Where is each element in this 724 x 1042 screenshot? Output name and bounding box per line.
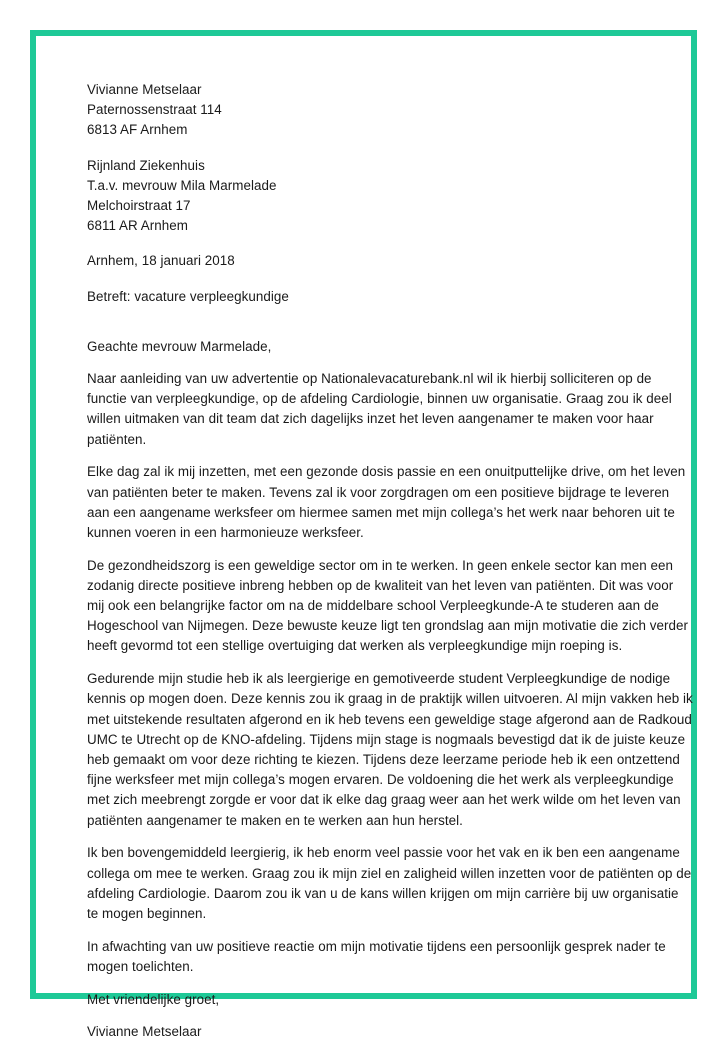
- paragraph-line: mij ook een belangrijke factor om na de middelbare school Verpleegkunde-A te studeren aan de: [87, 598, 659, 614]
- letter-subject: Betreft: vacature verpleegkundige: [87, 288, 289, 304]
- paragraph-line: In afwachting van uw positieve reactie om mijn motivatie tijdens een persoonlijk gesprek nader te: [87, 938, 666, 954]
- paragraph-line: Ik ben bovengemiddeld leergierig, ik heb enorm veel passie voor het vak en ik ben een aangename: [87, 845, 680, 861]
- paragraph-line: met zich meebrengt zorgde er voor dat ik elke dag graag weer aan het werk wilde om het leven van: [87, 792, 681, 808]
- paragraph-line: patiënten aangenamer te maken en te werken aan hun herstel.: [87, 812, 463, 828]
- paragraph-line: willen uitmaken van dit team dat zich dagelijks inzet het leven aangenamer te maken voor haar: [87, 411, 654, 427]
- paragraph-line: Gedurende mijn studie heb ik als leergierige en gemotiveerde student Verpleegkundige de nodige: [87, 671, 671, 687]
- recipient-street: Melchoirstraat 17: [87, 198, 191, 214]
- paragraph-2: [87, 462, 686, 543]
- paragraph-line: Elke dag zal ik mij inzetten, met een gezonde dosis passie en een onuitputtelijke drive, om het leven: [87, 464, 686, 480]
- paragraph-line: patiënten.: [87, 431, 147, 447]
- paragraph-3: [87, 556, 689, 657]
- paragraph-line: aan een aangename werksfeer om hiermee samen met mijn collega’s het werk naar behoren uit te: [87, 504, 675, 520]
- paragraph-line: mogen toelichten.: [87, 958, 194, 974]
- sender-name: Vivianne Metselaar: [87, 82, 202, 97]
- paragraph-line: Hogeschool van Nijmegen. Deze bewuste keuze ligt ten grondslag aan mijn motivatie die zich verder: [87, 618, 689, 634]
- paragraph-line: fijne werksfeer met mijn collega’s mogen ervaren. De voldoening die het werk als verpleegkundige: [87, 772, 674, 788]
- paragraph-line: zodanig directe positieve inbreng hebben op de kwaliteit van het leven van patiënten. Dit was voor: [87, 577, 674, 593]
- recipient-organization: Rijnland Ziekenhuis: [87, 157, 205, 173]
- recipient-address: [87, 156, 652, 237]
- paragraph-line: kennis op mogen doen. Deze kennis zou ik graag in de praktijk willen uitvoeren. Al mijn vakken heb ik: [87, 691, 693, 707]
- paragraph-line: kunnen voeren in een harmonieuze werksfeer.: [87, 524, 364, 540]
- letter-body: [87, 80, 693, 1042]
- paragraph-line: heb gemaakt om voor deze richting te kiezen. Tijdens deze leerzame periode heb ik een ontzettend: [87, 751, 680, 767]
- paragraph-1: [87, 369, 672, 450]
- sender-street: Paternossenstraat 114: [87, 102, 222, 118]
- letter-date: Arnhem, 18 januari 2018: [87, 253, 235, 269]
- paragraph-line: collega om mee te werken. Graag zou ik mijn ziel en zaligheid willen inzetten voor de patiënten op de: [87, 865, 692, 881]
- sender-city: 6813 AF Arnhem: [87, 122, 188, 138]
- paragraph-line: functie van verpleegkundige, op de afdeling Cardiologie, binnen uw organisatie. Graag zou ik deel: [87, 391, 672, 407]
- paragraph-line: afdeling Cardiologie. Daarom zou ik van u de kans willen krijgen om mijn carrière bij uw organisatie: [87, 885, 679, 901]
- paragraph-line: De gezondheidszorg is een geweldige sector om in te werken. In geen enkele sector kan men een: [87, 557, 674, 573]
- recipient-city: 6811 AR Arnhem: [87, 218, 188, 234]
- paragraph-4: [87, 669, 693, 831]
- paragraph-line: te mogen beginnen.: [87, 905, 207, 921]
- signature: Vivianne Metselaar: [87, 1023, 202, 1039]
- paragraph-line: met uitstekende resultaten afgerond en ik heb tevens een geweldige stage afgerond aan de Radkoud: [87, 711, 692, 727]
- paragraph-line: Naar aanleiding van uw advertentie op Nationalevacaturebank.nl wil ik hierbij solliciteren op de: [87, 371, 652, 387]
- salutation: Geachte mevrouw Marmelade,: [87, 338, 272, 354]
- sender-address: [87, 80, 652, 141]
- paragraph-line: heeft gevormd tot een stellige overtuiging dat werken als verpleegkundige mijn roeping is.: [87, 638, 623, 654]
- recipient-attention: T.a.v. mevrouw Mila Marmelade: [87, 177, 277, 193]
- paragraph-5: [87, 843, 692, 924]
- paragraph-line: UMC te Utrecht op de KNO-afdeling. Tijdens mijn stage is nogmaals bevestigd dat ik de juiste keuze: [87, 731, 686, 747]
- paragraph-6: [87, 937, 666, 977]
- paragraph-line: van patiënten beter te maken. Tevens zal ik voor zorgdragen om een positieve bijdrage te leveren: [87, 484, 670, 500]
- closing: Met vriendelijke groet,: [87, 991, 220, 1007]
